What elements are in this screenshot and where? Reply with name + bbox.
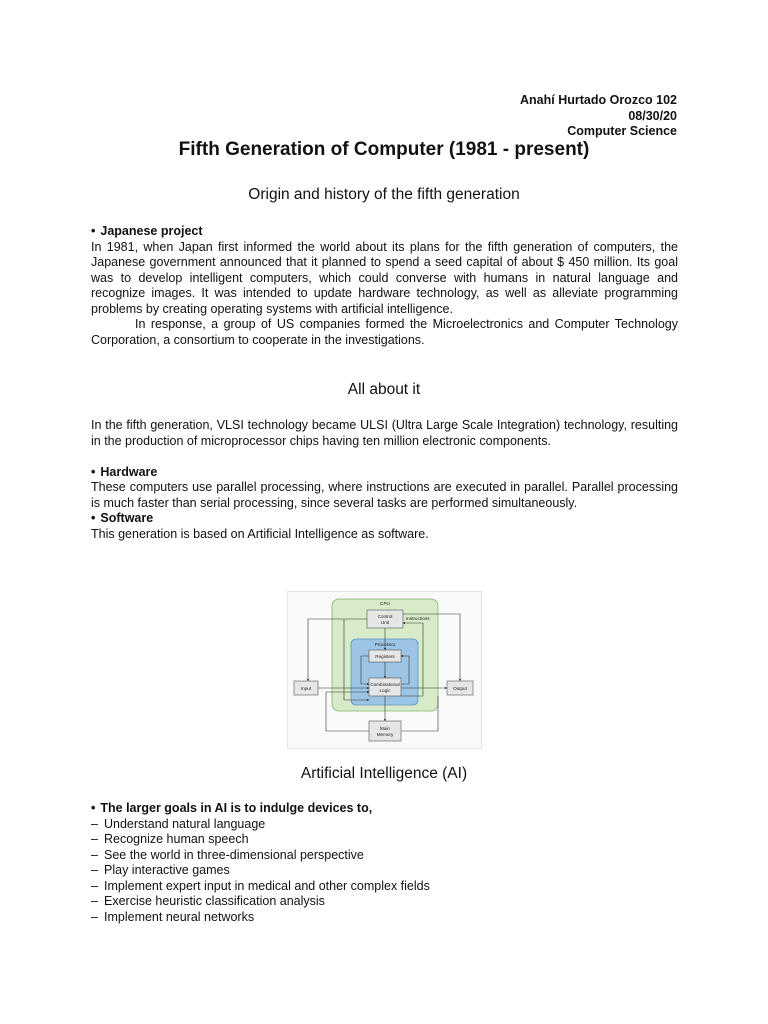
document-title: Fifth Generation of Computer (1981 - present)	[178, 139, 590, 160]
logic-label-2: Logic	[379, 688, 391, 693]
processor-label: Processor	[374, 642, 396, 647]
bullet-hardware: • Hardware	[91, 464, 158, 479]
control-unit-label-2: Unit	[380, 620, 390, 625]
section-heading-all-about-it: All about it	[347, 381, 421, 398]
section-ai	[91, 801, 678, 925]
bullet-japanese-project: • Japanese project	[91, 224, 203, 238]
control-unit-box	[367, 610, 403, 628]
registers-label: Registers	[375, 654, 395, 659]
document-header	[520, 93, 677, 140]
paragraph-hardware: These computers use parallel processing, where instructions are executed in parallel. Parallel processing is much faster than serial processing, since several tasks are performed simultaneously.	[91, 480, 678, 510]
list-item: – Play interactive games	[91, 863, 678, 879]
section-origin	[91, 224, 678, 348]
paragraph-us-response: In response, a group of US companies formed the Microelectronics and Computer Technology Corporation, a consortium to cooperate in the investigations.	[91, 317, 678, 347]
input-label: Input	[300, 686, 312, 691]
date-line: 08/30/20	[628, 108, 677, 123]
list-item: – Exercise heuristic classification analysis	[91, 894, 678, 910]
control-unit-label-1: Control	[377, 614, 393, 619]
cpu-architecture-diagram	[287, 591, 482, 749]
paragraph-software: This generation is based on Artificial Intelligence as software.	[91, 526, 429, 541]
main-memory-box	[369, 721, 401, 741]
logic-box	[369, 678, 401, 696]
author-line: Anahí Hurtado Orozco 102	[520, 93, 677, 107]
bullet-software: • Software	[91, 511, 154, 525]
list-item: – Recognize human speech	[91, 832, 678, 848]
output-label: Output	[453, 686, 467, 691]
subject-line: Computer Science	[567, 124, 677, 138]
list-item: – See the world in three-dimensional perspective	[91, 848, 678, 864]
section-heading-ai: Artificial Intelligence (AI)	[300, 765, 468, 782]
section-all-about-it	[91, 418, 678, 542]
cpu-label: CPU	[380, 601, 390, 606]
instructions-label: Instructions	[406, 616, 430, 621]
list-item: – Implement neural networks	[91, 910, 678, 926]
section-heading-origin: Origin and history of the fifth generation	[248, 186, 520, 203]
paragraph-japan-1981: In 1981, when Japan first informed the world about its plans for the fifth generation of computers, the Japanese government announced that it planned to spend a seed capital of about $ 450 million. Its goal was to develop intelligent computers, which could converse with humans in natural language and recognize images. It was intended to update hardware technology, as well as alleviate programming problems by creating operating systems with artificial intelligence.	[91, 239, 678, 316]
memory-label-1: Main	[380, 726, 390, 731]
logic-label-1: Combinational	[370, 682, 400, 687]
list-item: – Understand natural language	[91, 817, 678, 833]
paragraph-ulsi: In the fifth generation, VLSI technology became ULSI (Ultra Large Scale Integration) technology, resulting in the production of microprocessor chips having ten million electronic components.	[91, 418, 678, 448]
list-item: – Implement expert input in medical and other complex fields	[91, 879, 678, 895]
bullet-ai-goals: • The larger goals in AI is to indulge devices to,	[91, 801, 373, 815]
memory-label-2: Memory	[376, 732, 394, 737]
diagram-svg	[288, 592, 481, 748]
ai-goals-list	[91, 817, 678, 926]
